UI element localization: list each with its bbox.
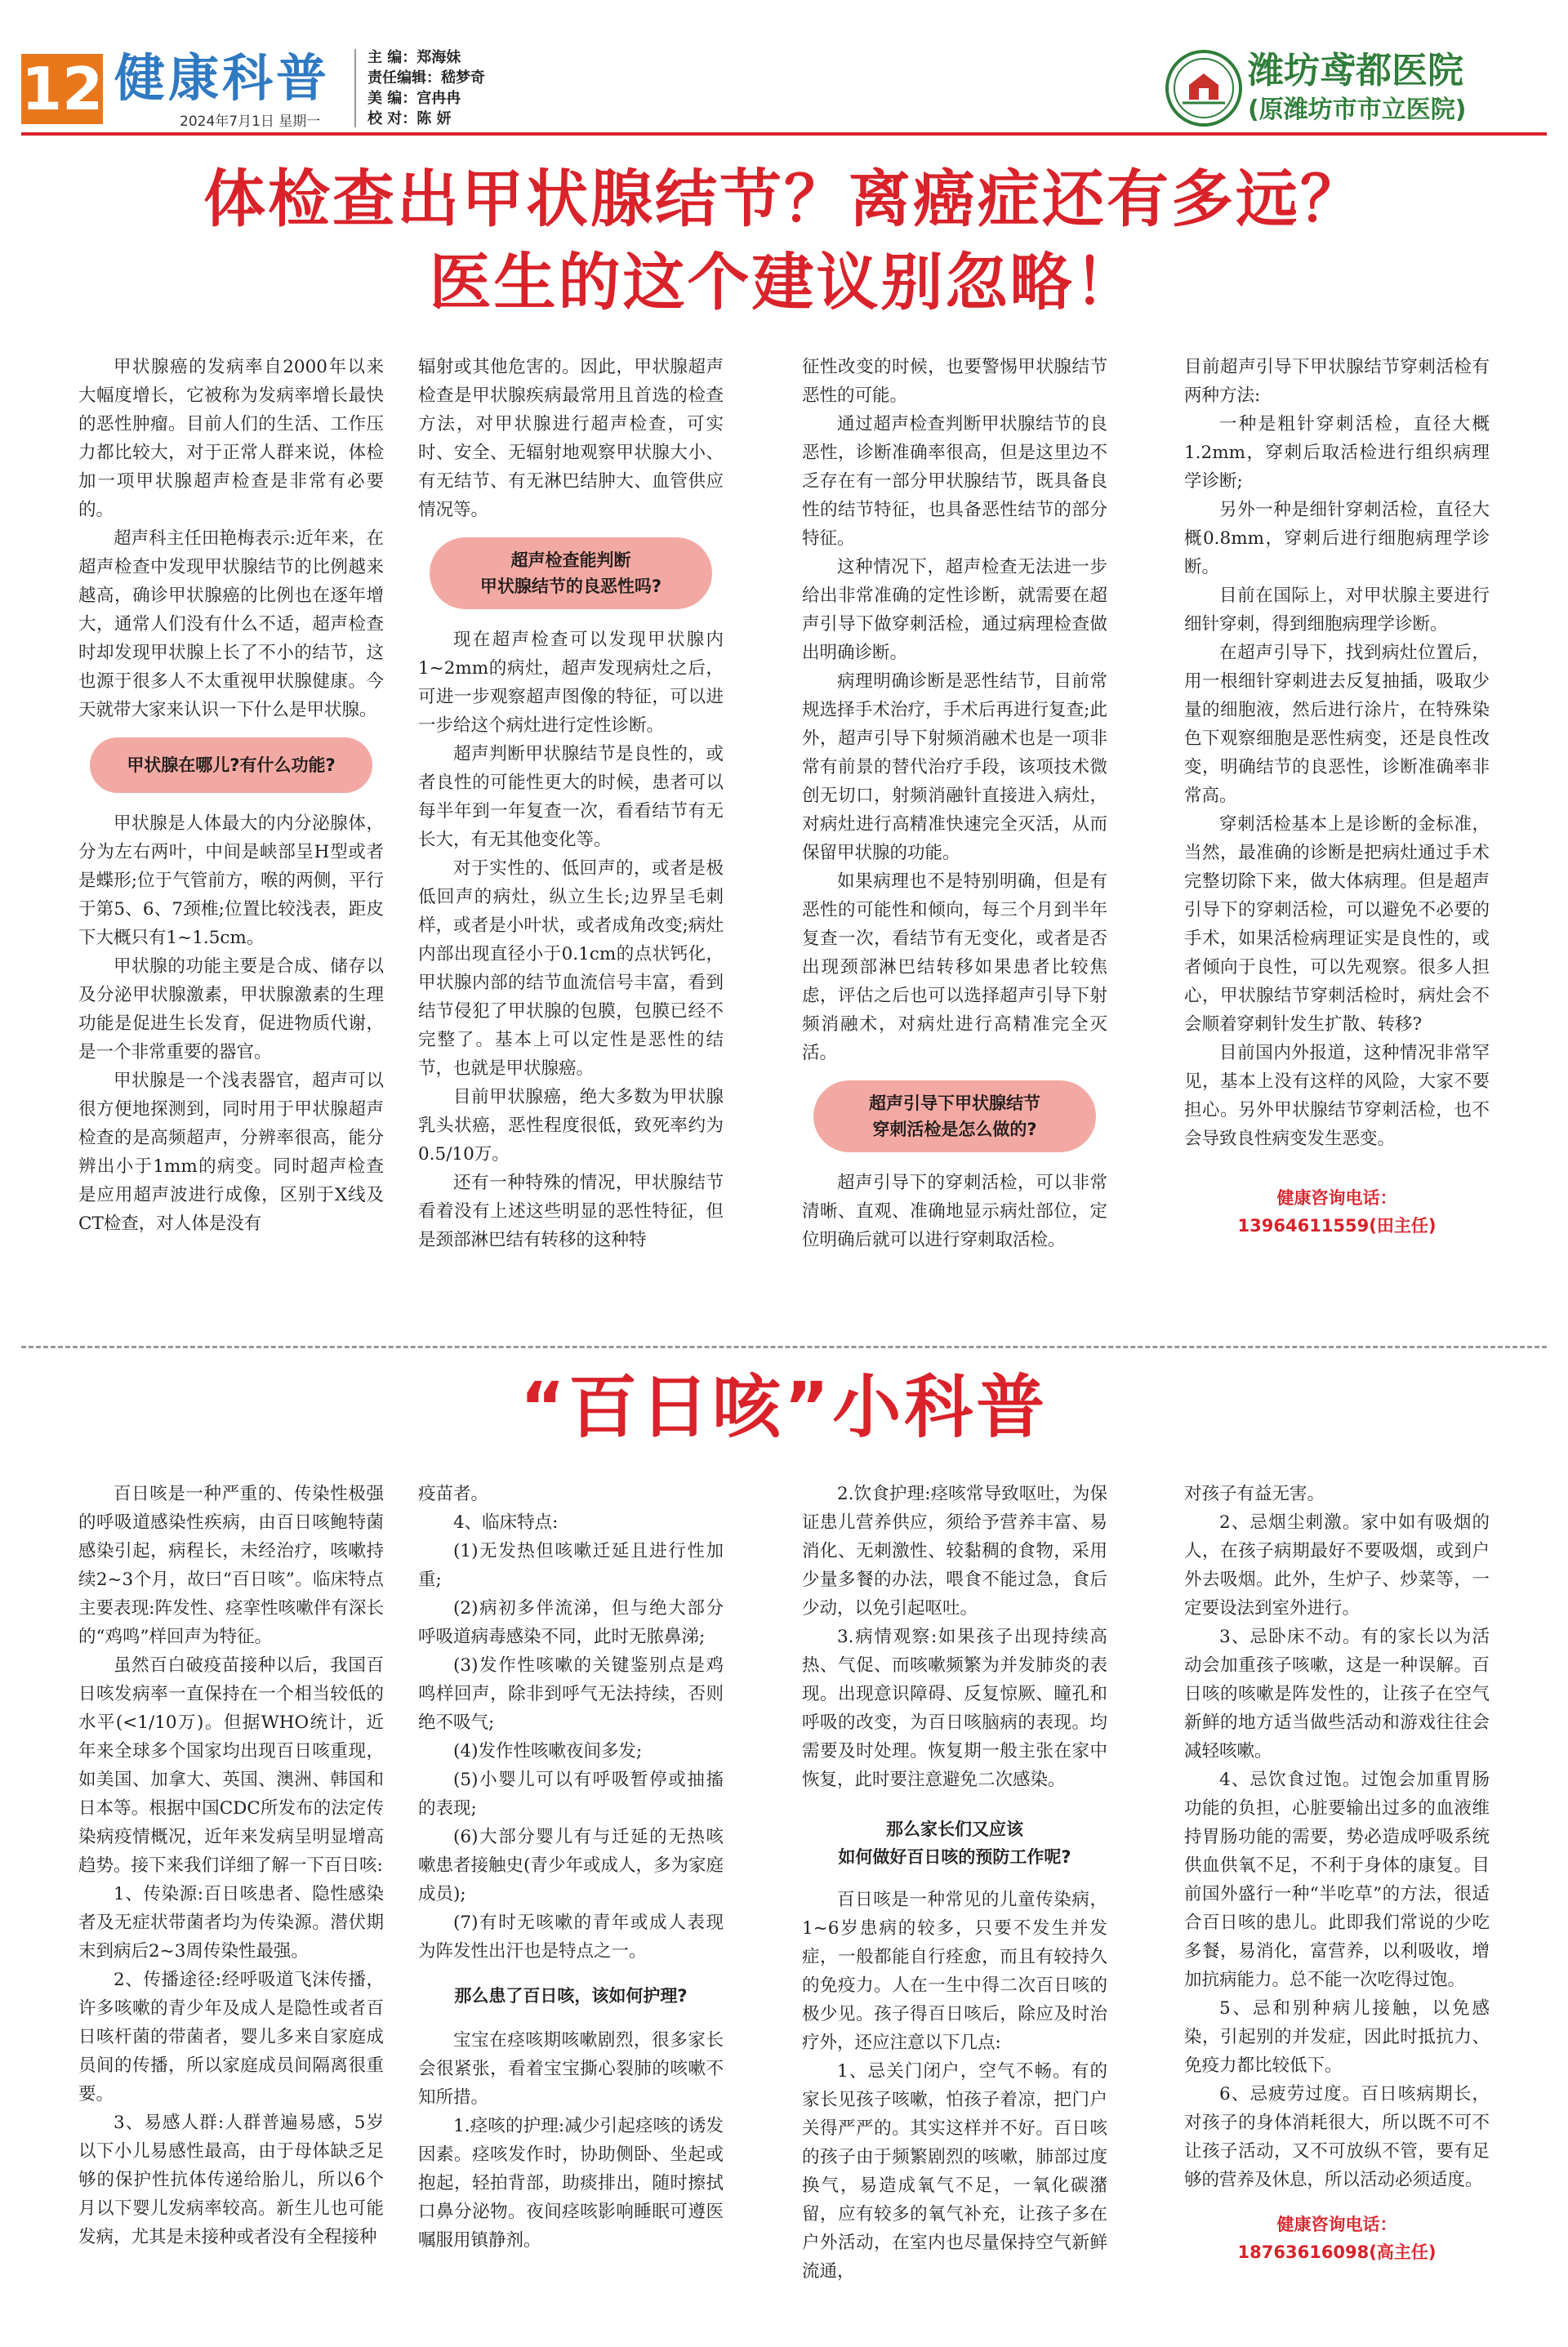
editor-line: 美 编：宫冉冉 [368,90,461,107]
editor-line: 责任编辑：嵇梦奇 [368,69,485,87]
article1-headline-line1: 体检查出甲状腺结节？离癌症还有多远？ [203,163,1365,235]
issue-date: 2024年7月1日 星期一 [180,114,321,130]
paragraph: 虽然百白破疫苗接种以后，我国百日咳发病率一直保持在一个相当较低的水平(<1/10万)。但据WHO统计，近年来全球多个国家均出现百日咳重现，如美国、加拿大、英国、澳洲、韩国和日本等。根据中国CDC所发布的法定传染病疫情概况，近年来发病呈明显增高趋势。接下来我们详细了解一下百日咳: [78,1655,384,1876]
paragraph: 超声判断甲状腺结节是良性的，或者良性的可能性更大的时候，患者可以每半年到一年复查一次，看看结节有无长大，有无其他变化等。 [418,744,724,850]
paragraph: 甲状腺癌的发病率自2000年以来大幅度增长，它被称为发病率增长最快的恶性肿瘤。目前人们的生活、工作压力都比较大，对于正常人群来说，体检加一项甲状腺超声检查是非常有必要的。 [78,357,384,520]
article-divider [21,1346,1547,1348]
paragraph: 3、易感人群:人群普遍易感，5岁以下小儿易感性最高，由于母体缺乏足够的保护性抗体传递给胎儿，所以6个月以下婴儿发病率较高。新生儿也可能发病，尤其是未接种或者没有全程接种 [78,2113,384,2247]
paragraph: 1.痉咳的护理:减少引起痉咳的诱发因素。痉咳发作时，协助侧卧、坐起或抱起，轻拍背部，助痰排出，随时擦拭口鼻分泌物。夜间痉咳影响睡眠可遵医嘱服用镇静剂。 [418,2116,724,2251]
paragraph: (4)发作性咳嗽夜间多发; [453,1741,643,1761]
paragraph: 超声引导下的穿刺活检，可以非常清晰、直观、准确地显示病灶部位，定位明确后就可以进行穿刺取活检。 [802,1173,1107,1250]
paragraph: 2、传播途径:经呼吸道飞沫传播，许多咳嗽的青少年及成人是隐性或者百日咳杆菌的带菌者，婴儿多来自家庭成员间的传播，所以家庭成员间隔离很重要。 [78,1970,384,2104]
article1-column-1 [78,353,384,1238]
article1-column-3 [802,353,1107,1254]
paragraph: 百日咳是一种常见的儿童传染病，1~6岁患病的较多，只要不发生并发症，一般都能自行痊愈，而且有较持久的免疫力。人在一生中得二次百日咳的极少见。孩子得百日咳后，除应及时治疗外，还应注意以下几点: [802,1890,1107,2053]
paragraph: (7)有时无咳嗽的青年或成人表现为阵发性出汗也是特点之一。 [418,1913,724,1962]
paragraph: 宝宝在痉咳期咳嗽剧烈，很多家长会很紧张，看着宝宝撕心裂肺的咳嗽不知所措。 [418,2030,724,2108]
paragraph: 对于实性的、低回声的，或者是极低回声的病灶，纵立生长;边界呈毛刺样，或者是小叶状，或者成角改变;病灶内部出现直径小于0.1cm的点状钙化，甲状腺内部的结节血流信号丰富，看到结节侵犯了甲状腺的包膜，包膜已经不完整了。基本上可以定性是恶性的结节，也就是甲状腺癌。 [418,858,724,1079]
paragraph: (1)无发热但咳嗽迁延且进行性加重; [418,1541,724,1590]
article1-column-2 [418,353,724,1254]
subheading-badge [430,537,712,609]
hospital-name: 潍坊鸢都医院 [1248,50,1463,91]
paragraph: 2、忌烟尘刺激。家中如有吸烟的人，在孩子病期最好不要吸烟，或到户外去吸烟。此外，生炉子、炒菜等，一定要设法到室外进行。 [1184,1512,1490,1619]
subheading-text: 甲状腺在哪儿?有什么功能? [127,755,336,775]
subheading-text: 穿刺活检是怎么做的? [872,1120,1037,1139]
article1-headline-line2: 医生的这个建议别忽略！ [429,246,1139,318]
consult-label: 健康咨询电话： [1276,1188,1397,1208]
subheading-text: 超声检查能判断 [510,550,631,570]
paragraph: 穿刺活检基本上是诊断的金标准，当然，最准确的诊断是把病灶通过手术完整切除下来，做大体病理。但是超声引导下的穿刺活检，可以避免不必要的手术，如果活检病理证实是良性的，或者倾向于良性，可以先观察。很多人担心，甲状腺结节穿刺活检时，病灶会不会顺着穿刺针发生扩散、转移? [1184,814,1490,1035]
paragraph: 现在超声检查可以发现甲状腺内1~2mm的病灶，超声发现病灶之后，可进一步观察超声图像的特征，可以进一步给这个病灶进行定性诊断。 [418,630,724,736]
paragraph: 甲状腺的功能主要是合成、储存以及分泌甲状腺激素，甲状腺激素的生理功能是促进生长发育，促进物质代谢，是一个非常重要的器官。 [78,956,384,1062]
header-divider [354,49,356,127]
subheading-text: 如何做好百日咳的预防工作呢? [838,1847,1071,1867]
paragraph: 另外一种是细针穿刺活检，直径大概0.8mm，穿刺后进行细胞病理学诊断。 [1184,500,1490,577]
article2-headline: “百日咳”小科普 [519,1367,1049,1447]
subheading-text: 甲状腺结节的良恶性吗? [479,577,662,596]
paragraph: 1、忌关门闭户，空气不畅。有的家长见孩子咳嗽，怕孩子着凉，把门户关得严严的。其实这样并不好。百日咳的孩子由于频繁剧烈的咳嗽，肺部过度换气，易造成氧气不足，一氧化碳潴留，应有较多的氧气补充，让孩子多在户外活动，在室内也尽量保持空气新鲜流通， [802,2061,1107,2282]
paragraph: 3.病情观察:如果孩子出现持续高热、气促、而咳嗽频繁为并发肺炎的表现。出现意识障碍、反复惊厥、瞳孔和呼吸的改变，为百日咳脑病的表现。均需要及时处理。恢复期一般主张在家中恢复，此时要注意避免二次感染。 [802,1627,1107,1790]
paragraph: 对孩子有益无害。 [1184,1484,1325,1504]
paragraph: 还有一种特殊的情况，甲状腺结节看着没有上述这些明显的恶性特征，但是颈部淋巴结有转移的这种特 [418,1173,724,1250]
paragraph: 甲状腺是一个浅表器官，超声可以很方便地探测到，同时用于甲状腺超声检查的是高频超声，分辨率很高，能分辨出小于1mm的病变。同时超声检查是应用超声波进行成像，区别于X线及CT检查，对人体是没有 [78,1071,384,1234]
paragraph: 辐射或其他危害的。因此，甲状腺超声检查是甲状腺疾病最常用且首选的检查方法，对甲状腺进行超声检查，可实时、安全、无辐射地观察甲状腺大小、有无结节、有无淋巴结肿大、血管供应情况等。 [418,357,724,520]
paragraph: 如果病理也不是特别明确，但是有恶性的可能性和倾向，每三个月到半年复查一次，看结节有无变化，或者是否出现颈部淋巴结转移如果患者比较焦虑，评估之后也可以选择超声引导下射频消融术，对病灶进行高精准完全灭活。 [802,871,1107,1063]
article1-column-4 [1184,353,1490,1240]
editor-line: 校 对：陈 妍 [368,110,452,127]
paragraph: 疫苗者。 [418,1484,489,1504]
paragraph: 一种是粗针穿刺活检，直径大概1.2mm，穿刺后取活检进行组织病理学诊断; [1184,414,1490,492]
header-rule [21,132,1547,136]
paragraph: (3)发作性咳嗽的关键鉴别点是鸡鸣样回声，除非到呼气无法持续，否则绝不吸气; [418,1655,724,1733]
subheading-badge [90,737,372,793]
paragraph: 目前甲状腺癌，绝大多数为甲状腺乳头状癌，恶性程度很低，致死率约为0.5/10万。 [418,1087,724,1165]
consult-label: 健康咨询电话： [1276,2215,1397,2234]
paragraph: 5、忌和别种病儿接触，以免感染，引起别的并发症，因此时抵抗力、免疫力都比较低下。 [1184,1998,1490,2076]
paragraph: 这种情况下，超声检查无法进一步给出非常准确的定性诊断，就需要在超声引导下做穿刺活检，通过病理检查做出明确诊断。 [802,557,1107,663]
paragraph: (2)病初多伴流涕，但与绝大部分呼吸道病毒感染不同，此时无脓鼻涕; [418,1598,724,1647]
subheading-text: 那么家长们又应该 [886,1819,1023,1839]
paragraph: 目前国内外报道，这种情况非常罕见，基本上没有这样的风险，大家不要担心。另外甲状腺结节穿刺活检，也不会导致良性病变发生恶变。 [1184,1043,1490,1149]
subheading-block [802,1815,1107,1871]
consult-phone: 18763616098(高主任) [1237,2242,1437,2262]
hospital-logo-icon [1165,49,1243,127]
paragraph: 6、忌疲劳过度。百日咳病期长，对孩子的身体消耗很大，所以既不可不让孩子活动，又不可放纵不管，要有足够的营养及休息，所以活动必须适度。 [1184,2084,1490,2190]
paragraph: 百日咳是一种严重的、传染性极强的呼吸道感染性疾病，由百日咳鲍特菌感染引起，病程长，未经治疗，咳嗽持续2~3个月，故曰“百日咳”。临床特点主要表现:阵发性、痉挛性咳嗽伴有深长的“鸡鸣”样回声为特征。 [78,1484,384,1647]
article2-column-1 [78,1480,384,2251]
paragraph: 4、忌饮食过饱。过饱会加重胃肠功能的负担，心脏要输出过多的血液维持胃肠功能的需要，势必造成呼吸系统供血供氧不足，不利于身体的康复。目前国外盛行一种“半吃草”的方法，很适合百日咳的患儿。此即我们常说的少吃多餐，易消化，富营养，以利吸收，增加抗病能力。总不能一次吃得过饱。 [1184,1770,1490,1990]
paragraph: 征性改变的时候，也要警惕甲状腺结节恶性的可能。 [802,357,1107,406]
paragraph: 通过超声检查判断甲状腺结节的良恶性，诊断准确率很高，但是这里边不乏存在有一部分甲状腺结节，既具备良性的结节特征，也具备恶性结节的部分特征。 [802,414,1107,549]
paragraph: 1、传染源:百日咳患者、隐性感染者及无症状带菌者均为传染源。潜伏期末到病后2~3周传染性最强。 [78,1884,384,1962]
paragraph: 4、临床特点: [453,1512,559,1533]
page-number: 12 [21,55,104,123]
editor-credits [368,47,485,129]
paragraph: (6)大部分婴儿有与迁延的无热咳嗽患者接触史(青少年或成人，多为家庭成员); [418,1827,724,1904]
paragraph: (5)小婴儿可以有呼吸暂停或抽搐的表现; [418,1770,724,1819]
article2-column-3 [802,1480,1107,2286]
subheading-badge [813,1080,1096,1152]
paragraph: 2.饮食护理:痉咳常导致呕吐，为保证患儿营养供应，须给予营养丰富、易消化、无刺激性、较黏稠的食物，采用少量多餐的办法，喂食不能过急，食后少动，以免引起呕吐。 [802,1484,1107,1619]
subheading-text: 超声引导下甲状腺结节 [869,1093,1040,1113]
consult-phone: 13964611559(田主任) [1237,1216,1437,1236]
paragraph: 病理明确诊断是恶性结节，目前常规选择手术治疗，手术后再进行复查;此外，超声引导下射频消融术也是一项非常有前景的替代治疗手段，该项技术微创无切口，射频消融针直接进入病灶，对病灶进行高精准快速完全灭活，从而保留甲状腺的功能。 [802,671,1107,863]
paragraph: 3、忌卧床不动。有的家长以为活动会加重孩子咳嗽，这是一种误解。百日咳的咳嗽是阵发性的，让孩子在空气新鲜的地方适当做些活动和游戏往往会减轻咳嗽。 [1184,1627,1490,1761]
paragraph: 目前在国际上，对甲状腺主要进行细针穿刺，得到细胞病理学诊断。 [1184,586,1490,635]
paragraph: 目前超声引导下甲状腺结节穿刺活检有两种方法: [1184,357,1490,406]
section-title: 健康科普 [114,48,331,108]
hospital-former-name: (原潍坊市市立医院) [1248,96,1467,124]
editor-line: 主 编：郑海妹 [368,49,461,66]
article2-column-2 [418,1480,724,2255]
paragraph: 甲状腺是人体最大的内分泌腺体，分为左右两叶，中间是峡部呈H型或者是蝶形;位于气管前方，喉的两侧，平行于第5、6、7颈椎;位置比较浅表，距皮下大概只有1~1.5cm。 [78,813,384,948]
subheading-text: 那么患了百日咳，该如何护理? [454,1986,688,2006]
paragraph: 在超声引导下，找到病灶位置后，用一根细针穿刺进去反复抽插，吸取少量的细胞液，然后进行涂片，在特殊染色下观察细胞是恶性病变，还是良性改变，明确结节的良恶性，诊断准确率非常高。 [1184,643,1490,806]
article2-column-4 [1184,1480,1490,2266]
paragraph: 超声科主任田艳梅表示:近年来，在超声检查中发现甲状腺结节的比例越来越高，确诊甲状腺癌的比例也在逐年增大，通常人们没有什么不适，超声检查时却发现甲状腺上长了不小的结节，这也源于很多人不太重视甲状腺健康。今天就带大家来认识一下什么是甲状腺。 [78,528,384,720]
